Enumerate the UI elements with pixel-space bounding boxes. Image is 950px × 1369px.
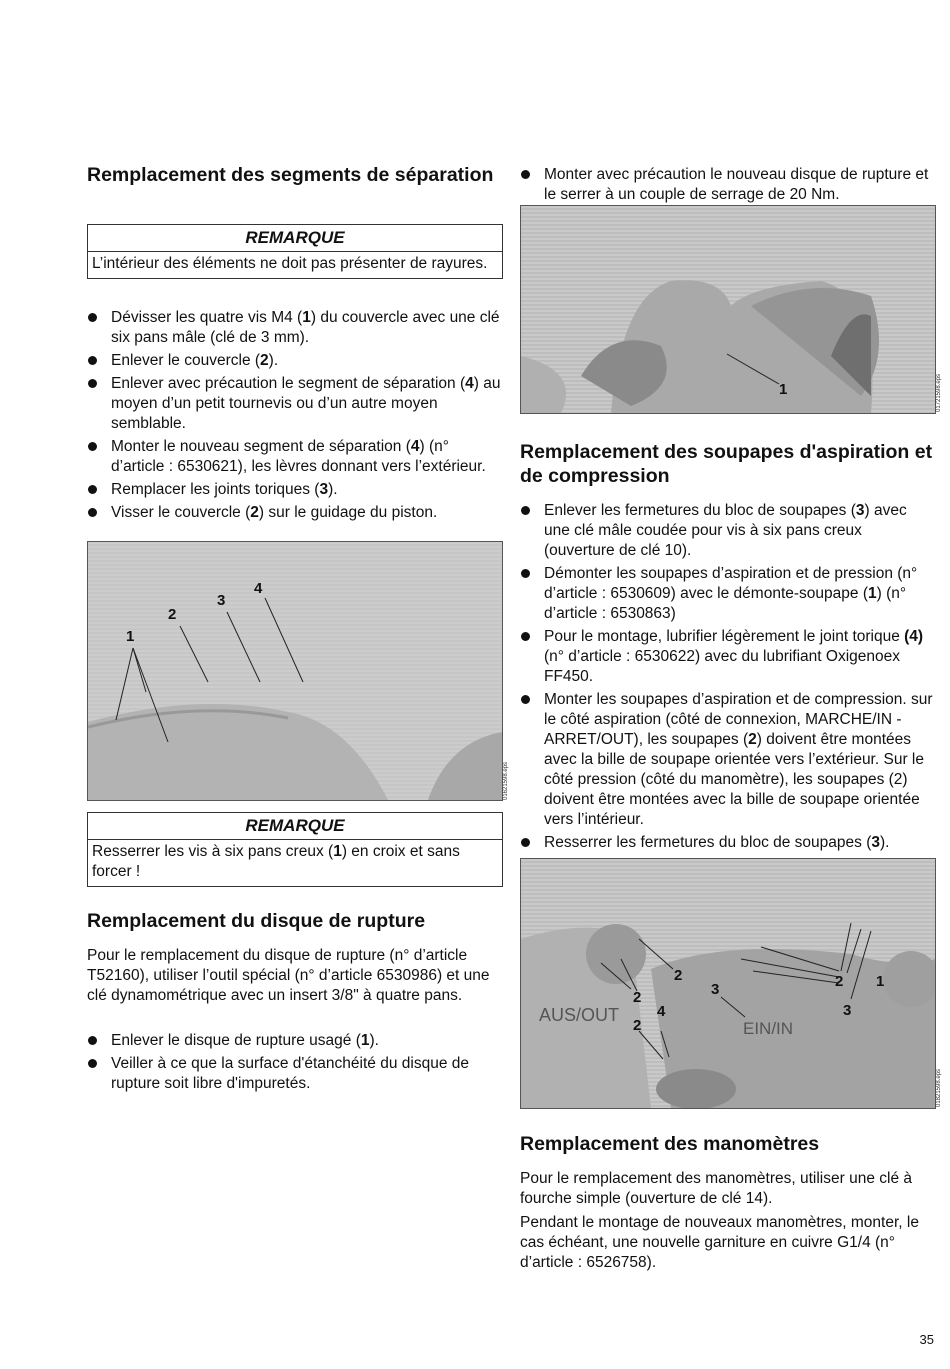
list-item: Dévisser les quatre vis M4 (1) du couvercle avec une clé six pans mâle (clé de 3 mm). [87,308,501,348]
list-item: Resserrer les fermetures du bloc de soupapes (3). [520,833,934,853]
list-item: Enlever le disque de rupture usagé (1). [87,1031,501,1051]
bullet-icon [521,695,530,704]
list-item: Monter le nouveau segment de séparation (4) (n° d’article : 6530621), les lèvres donnant vers l’extérieur. [87,437,501,477]
callout-2d: 2 [835,973,844,990]
list-item: Enlever les fermetures du bloc de soupapes (3) avec une clé mâle coudée pour vis à six pans creux (ouverture de clé 10). [520,501,934,561]
list-item: Monter les soupapes d’aspiration et de compression. sur le côté aspiration (côté de connexion, MARCHE/IN - ARRET/OUT), les soupapes (2) doivent être montées avec la bille de soupape orientée vers l’extérieur. Sur le côté pression (côté du manomètre), les soupapes (2) doivent être montées avec la bille de soupape orientée vers l’intérieur. [520,690,934,830]
callout-1: 1 [779,381,788,398]
note-text: Resserrer les vis à six pans creux (1) en croix et sans forcer ! [92,843,460,880]
paragraph-rupture-disc [87,946,501,1006]
callout-3: 3 [217,592,226,609]
bullet-icon [521,632,530,641]
bullet-icon [88,442,97,451]
section-manometers [520,1132,934,1156]
bullet-icon [88,1059,97,1068]
bullet-icon [88,356,97,365]
callout-1: 1 [126,628,135,645]
bullet-icon [521,838,530,847]
list-item: Remplacer les joints toriques (3). [87,480,501,500]
steps-list-segments [87,308,501,526]
rupture-disc-text: Pour le remplacement du disque de rupture (n° d’article T52160), utiliser l’outil spécial (n° d’article 6530986) et une clé dynamométrique avec un insert 3/8" à quatre pans. [87,947,490,1004]
note-box-scratches [87,224,503,279]
bullet-icon [88,379,97,388]
bullet-icon [88,485,97,494]
note-text: L’intérieur des éléments ne doit pas présenter de rayures. [92,255,488,272]
figure-piston-cover-drawing [88,542,502,800]
label-aus-out: AUS/OUT [539,1005,620,1025]
list-item: Démonter les soupapes d’aspiration et de pression (n° d’article : 6530609) avec le démonte-soupape (1) (n° d’article : 6530863) [520,564,934,624]
list-item: Veiller à ce que la surface d'étanchéité du disque de rupture soit libre d'impuretés. [87,1054,501,1094]
paragraph-manometers [520,1169,934,1273]
callout-2a: 2 [674,967,683,984]
list-item: Monter avec précaution le nouveau disque de rupture et le serrer à un couple de serrage de 20 Nm. [520,165,934,205]
figure-valve-block-drawing [521,859,935,1108]
heading-rupture-disc: Remplacement du disque de rupture [87,910,426,932]
bullet-icon [88,508,97,517]
figure-valve-block [520,858,936,1109]
bullet-icon [88,313,97,322]
list-item: Pour le montage, lubrifier légèrement le joint torique (4) (n° d’article : 6530622) avec du lubrifiant Oxigenoex FF450. [520,627,934,687]
list-item: Enlever avec précaution le segment de séparation (4) au moyen d’un petit tournevis ou d’un autre moyen semblable. [87,374,501,434]
note-title: REMARQUE [88,225,502,252]
callout-2c: 2 [633,1017,642,1034]
steps-list-valves [520,501,934,856]
figure-rupture-disc-drawing [521,206,935,413]
list-item: Visser le couvercle (2) sur le guidage du piston. [87,503,501,523]
heading-manometers: Remplacement des manomètres [520,1133,820,1155]
callout-1: 1 [876,973,885,990]
manometer-text-2: Pendant le montage de nouveaux manomètres, monter, le cas échéant, une nouvelle garniture en cuivre G1/4 (n° d’article : 6526758). [520,1214,919,1271]
steps-list-rupture [87,1031,501,1097]
callout-3a: 3 [711,981,720,998]
note-box-screws [87,812,503,887]
note-title: REMARQUE [88,813,502,840]
bullet-icon [521,506,530,515]
callout-4: 4 [254,580,263,597]
bullet-icon [521,170,530,179]
page-number: 35 [919,1332,934,1347]
section-rupture-disc [87,909,501,933]
heading-valves: Remplacement des soupapes d'aspiration et de compression [520,441,933,487]
heading-separation-segments: Remplacement des segments de séparation [87,164,494,186]
figure-code: 01821598.eps [936,1068,942,1107]
bullet-mount-disc [520,165,934,208]
label-ein-in: EIN/IN [743,1019,794,1038]
callout-2b: 2 [633,989,642,1006]
figure-rupture-disc [520,205,936,414]
callout-2: 2 [168,606,177,623]
section-valves [520,440,934,488]
callout-3b: 3 [843,1002,852,1019]
bullet-icon [88,1036,97,1045]
figure-piston-cover [87,541,503,801]
list-item: Enlever le couvercle (2). [87,351,501,371]
callout-4: 4 [657,1003,666,1020]
section-separation-segments [87,163,501,187]
figure-code: 01621598.eps [503,761,509,800]
figure-code: 01721598.eps [936,373,942,412]
bullet-icon [521,569,530,578]
manometer-text-1: Pour le remplacement des manomètres, utiliser une clé à fourche simple (ouverture de clé 14). [520,1170,912,1207]
